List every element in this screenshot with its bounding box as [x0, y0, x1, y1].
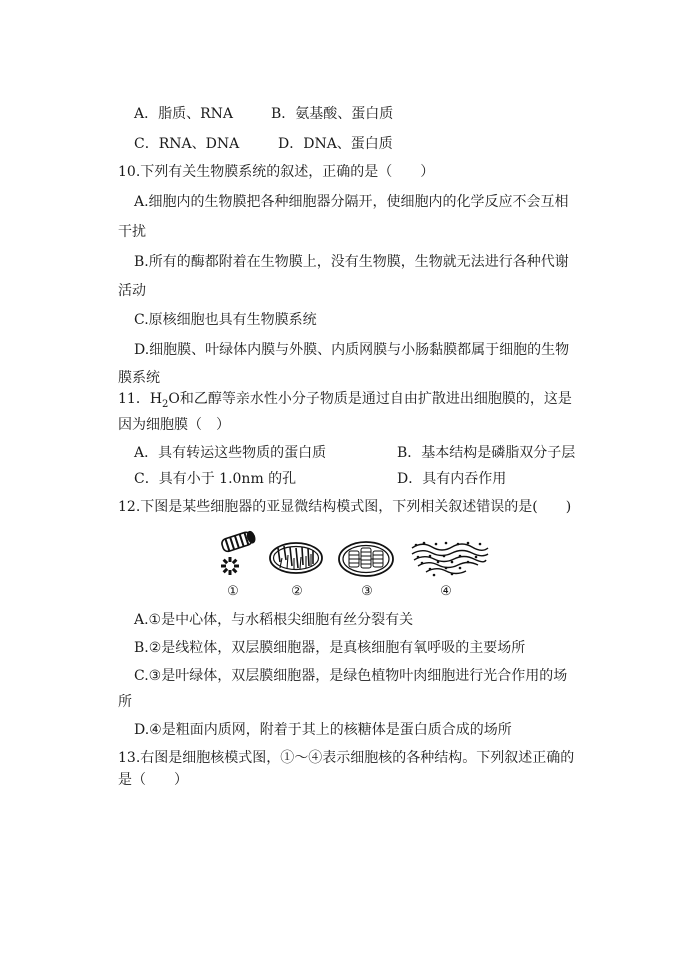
q9-option-c: C．RNA、DNA: [134, 136, 240, 152]
q13-stem-line2: 是（ ）: [118, 772, 188, 788]
figure-label-3: ③: [361, 584, 373, 599]
figure-label-4: ④: [440, 584, 452, 599]
q9-option-a: A．脂质、RNA: [134, 106, 234, 122]
centriole-icon: [212, 530, 272, 578]
q11-stem-line1: 11．$H_2O$和乙醇等亲水性小分子物质是通过自由扩散进出细胞膜的，这是: [118, 391, 572, 410]
q10-option-c: C.原核细胞也具有生物膜系统: [134, 312, 317, 328]
q12-option-c-line1: C.③是叶绿体，双层膜细胞器，是绿色植物叶肉细胞进行光合作用的场: [134, 668, 568, 684]
q11-stem-line2: 因为细胞膜（ ）: [118, 417, 230, 433]
q11-option-d: D．具有内吞作用: [397, 471, 507, 487]
q11-option-b: B．基本结构是磷脂双分子层: [397, 445, 576, 461]
q9-option-d: D．DNA、蛋白质: [278, 136, 393, 152]
q12-option-b: B.②是线粒体，双层膜细胞器，是真核细胞有氧呼吸的主要场所: [134, 640, 526, 656]
q12-option-c-line2: 所: [118, 694, 132, 710]
q12-stem: 12.下图是某些细胞器的亚显微结构模式图，下列相关叙述错误的是( ): [118, 499, 572, 515]
q11-option-a: A．具有转运这些物质的蛋白质: [134, 445, 327, 461]
q9-option-b: B．氨基酸、蛋白质: [271, 106, 394, 122]
q11-option-c: C．具有小于 1.0nm 的孔: [134, 471, 297, 487]
q10-option-b-line2: 活动: [118, 283, 146, 299]
q10-option-d-line2: 膜系统: [118, 370, 160, 386]
q12-option-a: A.①是中心体，与水稻根尖细胞有丝分裂有关: [134, 612, 414, 628]
rough-er-icon: [408, 538, 492, 580]
q10-option-a-line2: 干扰: [118, 224, 146, 240]
q10-option-b-line1: B.所有的酶都附着在生物膜上，没有生物膜，生物就无法进行各种代谢: [134, 254, 569, 270]
chloroplast-icon: [336, 538, 396, 580]
q10-option-d-line1: D.细胞膜、叶绿体内膜与外膜、内质网膜与小肠黏膜都属于细胞的生物: [134, 342, 570, 358]
figure-label-2: ②: [291, 584, 303, 599]
figure-label-1: ①: [227, 584, 239, 599]
q10-option-a-line1: A.细胞内的生物膜把各种细胞器分隔开，使细胞内的化学反应不会互相: [134, 194, 569, 210]
mitochondrion-icon: [266, 538, 326, 578]
q13-stem-line1: 13.右图是细胞核模式图，①～④表示细胞核的各种结构。下列叙述正确的: [118, 750, 575, 766]
q12-option-d: D.④是粗面内质网，附着于其上的核糖体是蛋白质合成的场所: [134, 722, 512, 738]
q10-stem: 10.下列有关生物膜系统的叙述，正确的是（ ）: [118, 164, 435, 180]
